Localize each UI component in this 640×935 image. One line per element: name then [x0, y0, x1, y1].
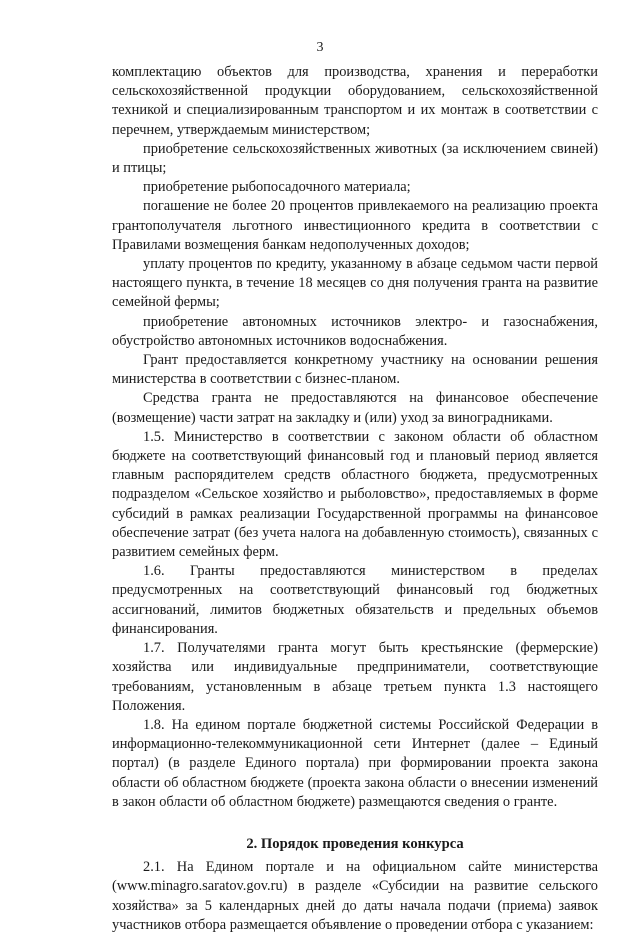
- paragraph: приобретение рыбопосадочного материала;: [143, 179, 411, 196]
- section-heading: 2. Порядок проведения конкурса: [246, 835, 464, 852]
- paragraph: Средства гранта не предоставляются на финансовое обеспечение (возмещение) части затрат на закладку и (или) уход за виноградниками.: [112, 390, 598, 426]
- paragraph: приобретение сельскохозяйственных животных (за исключением свиней) и птицы;: [112, 140, 598, 177]
- document-body: [112, 63, 598, 935]
- paragraph: приобретение автономных источников электро- и газоснабжения, обустройство автономных источников водоснабжения.: [112, 313, 598, 349]
- page-number: 3: [316, 40, 324, 55]
- paragraph: 1.6. Гранты предоставляются министерством в пределах предусмотренных на соответствующий финансовый год бюджетных ассигнований, лимитов бюджетных обязательств и предельных объемов финансирования.: [112, 563, 598, 637]
- paragraph: комплектацию объектов для производства, хранения и переработки сельскохозяйственной продукции оборудованием, сельскохозяйственной техникой и специализированным транспортом и их монтаж в соответствии с перечнем, утверждаемым министерством;: [112, 64, 598, 138]
- paragraph: 2.1. На Едином портале и на официальном сайте министерства (www.minagro.saratov.gov.ru) в разделе «Субсидии на развитие сельского хозяйства» за 5 календарных дней до даты начала подачи (приема) заявок участников отбора размещается объявление о проведении отбора с указанием:: [112, 859, 598, 933]
- paragraph: 1.8. На едином портале бюджетной системы Российской Федерации в информационно-телекоммуникационной сети Интернет (далее – Единый портал) (в разделе Единого портала) при формировании проекта закона области об областном бюджете (проекта закона области о внесении изменений в закон области об областном бюджете) размещаются сведения о гранте.: [112, 716, 598, 810]
- paragraph: Грант предоставляется конкретному участнику на основании решения министерства в соответствии с бизнес-планом.: [112, 352, 598, 388]
- paragraph: 1.5. Министерство в соответствии с законом области об областном бюджете на соответствующий финансовый год и плановый период является главным распорядителем средств областного бюджета, предусмотренных подразделом «Сельское хозяйство и рыболовство», предоставляемых в форме субсидий в рамках реализации Государственной программы на финансовое обеспечение затрат (без учета налога на добавленную стоимость), связанных с развитием семейных ферм.: [112, 428, 598, 561]
- paragraph: 1.7. Получателями гранта могут быть крестьянские (фермерские) хозяйства или индивидуальные предприниматели, соответствующие требованиям, установленным в абзаце третьем пункта 1.3 настоящего Положения.: [112, 640, 598, 714]
- paragraph: уплату процентов по кредиту, указанному в абзаце седьмом части первой настоящего пункта, в течение 18 месяцев со дня получения гранта на развитие семейной фермы;: [112, 256, 598, 311]
- paragraph: погашение не более 20 процентов привлекаемого на реализацию проекта грантополучателя льготного инвестиционного кредита в соответствии с Правилами возмещения банкам недополученных доходов;: [112, 198, 598, 253]
